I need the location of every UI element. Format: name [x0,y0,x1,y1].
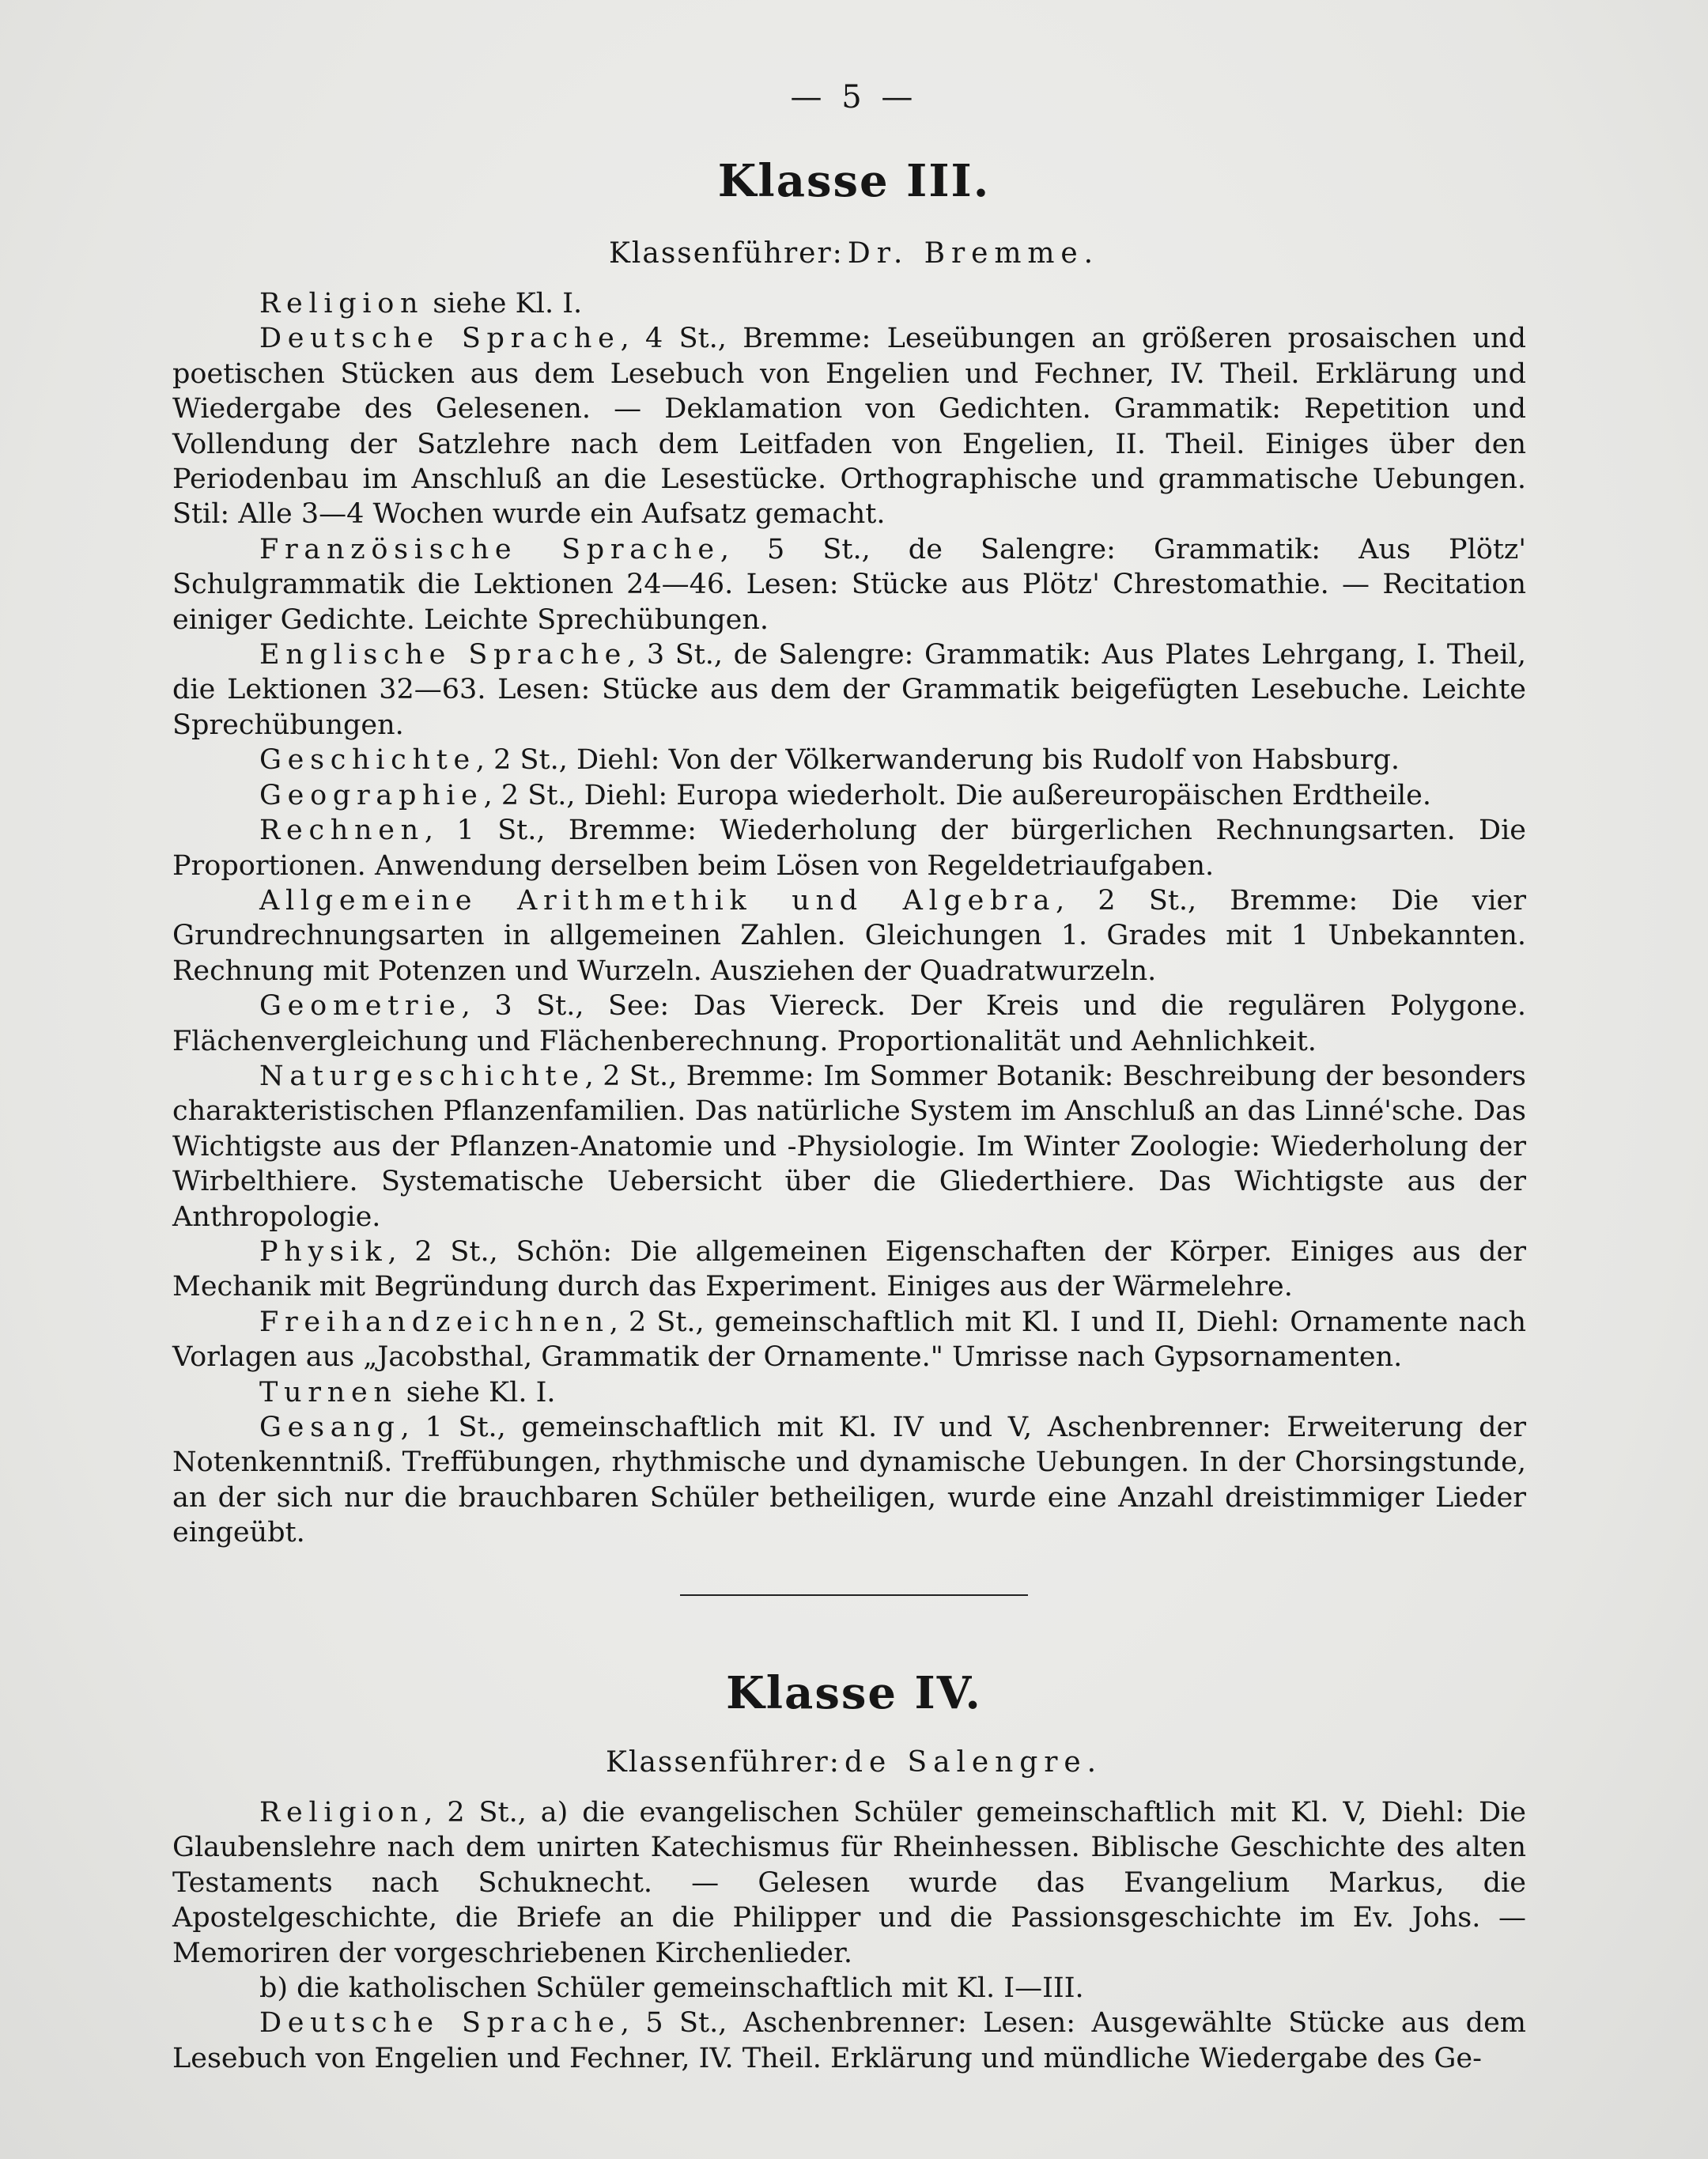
section-body [172,286,1526,1551]
subject-paragraph [172,637,1526,743]
section-body [172,1795,1526,2076]
subject-text: , 2 St., Bremme: Die vier Grundrechnungsarten in allgemeinen Zahlen. Gleichungen 1. Grades mit 1 Unbekannten. Rechnung mit Potenzen und Wurzeln. Ausziehen der Quadratwurzeln. [172,884,1526,987]
leader-name: Dr. Bremme. [847,237,1100,270]
class-title [0,155,1708,207]
subject-paragraph [172,813,1526,883]
subject-text: siehe Kl. I. [397,1376,556,1408]
subject-text: , 2 St., Bremme: Im Sommer Botanik: Beschreibung der besonders charakteristischen Pflanzenfamilien. Das natürliche System im Anschluß an das Linné'sche. Das Wichtigste aus der Pflanzen-Anatomie und -Physiologie. Im Winter Zoologie: Wiederholung der Wirbelthiere. Systematische Uebersicht über die Gliederthiere. Das Wichtigste aus der Anthropologie. [172,1060,1526,1233]
subject-name: Turnen [259,1376,398,1408]
subject-text: , 1 St., gemeinschaftlich mit Kl. IV und V, Aschenbrenner: Erweiterung der Notenkenntniß. Treffübungen, rhythmische und dynamische Uebungen. In der Chorsingstunde, an der sich nur die brauchbaren Schüler betheiligen, wurde eine Anzahl dreistimmiger Lieder eingeübt. [172,1412,1526,1549]
class-leader [0,237,1708,270]
class-title-text: Klasse IV. [726,1667,982,1719]
leader-label: Klassenführer: [606,1746,841,1779]
subject-name: Freihandzeichnen [259,1306,610,1338]
subject-paragraph [172,1305,1526,1375]
subject-paragraph [172,1375,1526,1410]
subject-paragraph [172,883,1526,989]
class-title-text: Klasse III. [717,155,991,207]
subject-paragraph [172,1059,1526,1235]
subject-paragraph [172,532,1526,637]
subject-text: , 2 St., a) die evangelischen Schüler gemeinschaftlich mit Kl. V, Diehl: Die Glaubenslehre nach dem unirten Katechismus für Rheinhessen. Biblische Geschichte des alten Testaments nach Schuknecht. — Gelesen wurde das Evangelium Markus, die Apostelgeschichte, die Briefe an die Philipper und die Passionsgeschichte im Ev. Johs. — Memoriren der vorgeschriebenen Kirchenlieder. [172,1797,1526,1969]
subject-text: , 4 St., Bremme: Leseübungen an größeren prosaischen und poetischen Stücken aus dem Lesebuch von Engelien und Fechner, IV. Theil. Erklärung und Wiedergabe des Gelesenen. — Deklamation von Gedichten. Grammatik: Repetition und Vollendung der Satzlehre nach dem Leitfaden von Engelien, II. Theil. Einiges über den Periodenbau im Anschluß an die Lesestücke. Orthographische und grammatische Uebungen. Stil: Alle 3—4 Wochen wurde ein Aufsatz gemacht. [172,323,1526,531]
subject-paragraph [172,286,1526,321]
class-title [0,1667,1708,1719]
subject-paragraph [172,1410,1526,1551]
subject-text: , 2 St., Diehl: Europa wiederholt. Die außereuropäischen Erdtheile. [483,779,1431,811]
subject-text: , 5 St., Aschenbrenner: Lesen: Ausgewählte Stücke aus dem Lesebuch von Engelien und Fechner, IV. Theil. Erklärung und mündliche Wiedergabe des Ge- [172,2007,1526,2074]
subject-text: , 1 St., Bremme: Wiederholung der bürgerlichen Rechnungsarten. Die Proportionen. Anwendung derselben beim Lösen von Regeldetriaufgaben. [172,815,1526,882]
subject-name: Religion [259,1797,425,1828]
subject-text: b) die katholischen Schüler gemeinschaftlich mit Kl. I—III. [259,1972,1084,2005]
subject-paragraph [172,1795,1526,1971]
subject-text: , 2 St., Diehl: Von der Völkerwanderung bis Rudolf von Habsburg. [475,744,1400,777]
subject-name: Französische Sprache [259,533,720,565]
subject-text: siehe Kl. I. [424,288,583,320]
subject-name: Physik [259,1235,388,1268]
section-divider [680,1594,1028,1596]
subject-text: , 2 St., gemeinschaftlich mit Kl. I und II, Diehl: Ornamente nach Vorlagen aus „Jacobsthal, Grammatik der Ornamente." Umrisse nach Gypsornamenten. [172,1306,1526,1374]
subject-paragraph [172,321,1526,531]
subject-name: Deutsche Sprache [259,2007,621,2040]
page-number: — 5 — [790,79,918,115]
leader-label: Klassenführer: [608,237,844,270]
subject-name: Englische Sprache [259,639,628,671]
subject-text: , 3 St., de Salengre: Grammatik: Aus Plates Lehrgang, I. Theil, die Lektionen 32—63. Lesen: Stücke aus dem der Grammatik beigefügten Lesebuche. Leichte Sprechübungen. [172,639,1526,741]
subject-name: Gesang [259,1412,401,1443]
subject-paragraph [172,743,1526,777]
subject-paragraph [172,1235,1526,1305]
subject-paragraph [172,778,1526,813]
subject-name: Allgemeine Arithmethik und Algebra [259,884,1056,917]
subject-paragraph [172,1971,1526,2006]
subject-name: Geschichte [259,744,476,777]
subject-paragraph [172,989,1526,1059]
subject-text: , 2 St., Schön: Die allgemeinen Eigenschaften der Körper. Einiges aus der Mechanik mit Begründung durch das Experiment. Einiges aus der Wärmelehre. [172,1235,1526,1303]
subject-paragraph [172,2006,1526,2076]
subject-text: , 3 St., See: Das Viereck. Der Kreis und die regulären Polygone. Flächenvergleichung und Flächenberechnung. Proportionalität und Aehnlichkeit. [172,990,1526,1057]
subject-name: Naturgeschichte [259,1060,585,1092]
subject-name: Religion [259,288,425,320]
class-leader [0,1746,1708,1779]
subject-name: Geographie [259,779,484,811]
subject-name: Deutsche Sprache [259,323,621,355]
subject-name: Geometrie [259,990,462,1023]
subject-text: , 5 St., de Salengre: Grammatik: Aus Plötz' Schulgrammatik die Lektionen 24—46. Lesen: Stücke aus Plötz' Chrestomathie. — Recitation einiger Gedichte. Leichte Sprechübungen. [172,533,1526,636]
subject-name: Rechnen [259,815,425,847]
leader-name: de Salengre. [844,1746,1102,1779]
